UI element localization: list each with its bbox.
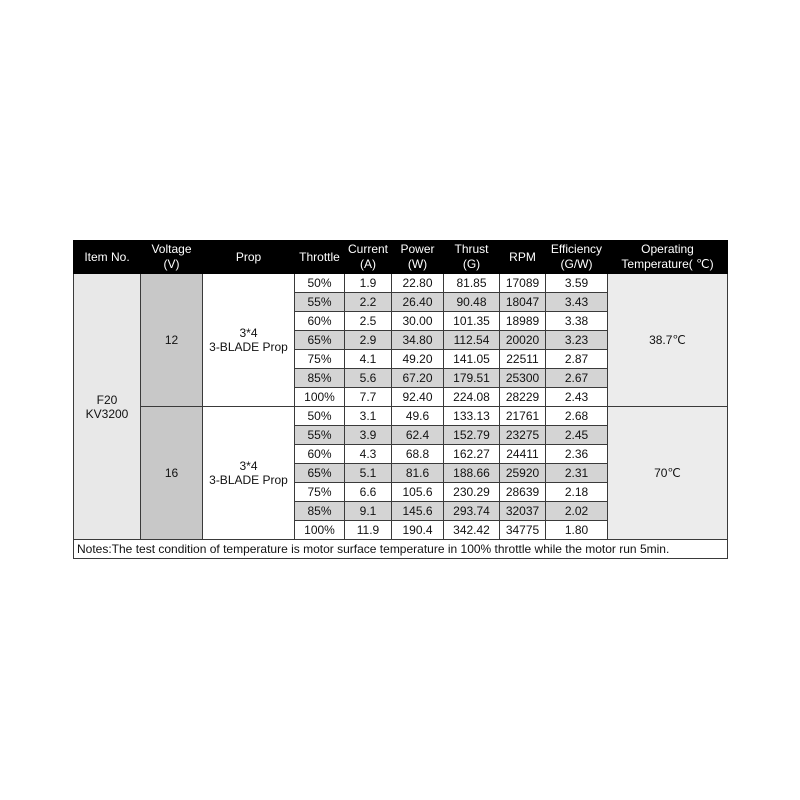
- thrust-cell: 162.27: [444, 445, 500, 464]
- thrust-cell: 224.08: [444, 388, 500, 407]
- throttle-cell: 50%: [295, 407, 345, 426]
- thrust-cell: 342.42: [444, 521, 500, 540]
- rpm-cell: 20020: [500, 331, 546, 350]
- thrust-cell: 81.85: [444, 274, 500, 293]
- current-cell: 3.9: [345, 426, 392, 445]
- current-cell: 9.1: [345, 502, 392, 521]
- current-cell: 2.2: [345, 293, 392, 312]
- rpm-cell: 28639: [500, 483, 546, 502]
- efficiency-cell: 2.87: [546, 350, 608, 369]
- operating-temperature-cell: 70℃: [608, 407, 728, 540]
- thrust-cell: 230.29: [444, 483, 500, 502]
- header-throttle-line: Throttle: [299, 249, 340, 264]
- power-cell: 81.6: [392, 464, 444, 483]
- throttle-cell: 100%: [295, 521, 345, 540]
- current-cell: 5.1: [345, 464, 392, 483]
- table-row: [74, 274, 728, 293]
- current-cell: 7.7: [345, 388, 392, 407]
- current-cell: 2.9: [345, 331, 392, 350]
- throttle-cell: 75%: [295, 350, 345, 369]
- current-cell: 2.5: [345, 312, 392, 331]
- header-power: [392, 241, 444, 274]
- efficiency-cell: 2.43: [546, 388, 608, 407]
- throttle-cell: 60%: [295, 312, 345, 331]
- throttle-cell: 100%: [295, 388, 345, 407]
- rpm-cell: 28229: [500, 388, 546, 407]
- header-power-line: Power: [400, 242, 435, 256]
- efficiency-cell: 2.67: [546, 369, 608, 388]
- throttle-cell: 85%: [295, 502, 345, 521]
- thrust-cell: 133.13: [444, 407, 500, 426]
- header-current-line: Current: [347, 242, 388, 256]
- thrust-cell: 90.48: [444, 293, 500, 312]
- rpm-cell: 34775: [500, 521, 546, 540]
- header-voltage-line: (V): [163, 257, 180, 271]
- rpm-cell: 25300: [500, 369, 546, 388]
- power-cell: 145.6: [392, 502, 444, 521]
- header-item-no: [74, 241, 141, 274]
- efficiency-cell: 3.23: [546, 331, 608, 350]
- power-cell: 92.40: [392, 388, 444, 407]
- item-no-cell: [74, 274, 141, 540]
- current-cell: 5.6: [345, 369, 392, 388]
- efficiency-cell: 3.43: [546, 293, 608, 312]
- rpm-cell: 18989: [500, 312, 546, 331]
- notes-row: [74, 540, 728, 559]
- rpm-cell: 32037: [500, 502, 546, 521]
- efficiency-cell: 2.18: [546, 483, 608, 502]
- throttle-cell: 60%: [295, 445, 345, 464]
- power-cell: 30.00: [392, 312, 444, 331]
- throttle-cell: 65%: [295, 331, 345, 350]
- operating-temperature-cell: 38.7℃: [608, 274, 728, 407]
- efficiency-cell: 2.02: [546, 502, 608, 521]
- throttle-cell: 55%: [295, 426, 345, 445]
- current-cell: 1.9: [345, 274, 392, 293]
- voltage-cell: 16: [141, 407, 203, 540]
- header-operating-temperature: [608, 241, 728, 274]
- thrust-cell: 152.79: [444, 426, 500, 445]
- prop-cell-line: 3*4: [239, 326, 258, 340]
- rpm-cell: 18047: [500, 293, 546, 312]
- prop-cell-line: 3-BLADE Prop: [209, 473, 288, 487]
- power-cell: 26.40: [392, 293, 444, 312]
- efficiency-cell: 2.68: [546, 407, 608, 426]
- table-body: [74, 274, 728, 559]
- prop-cell: [203, 274, 295, 407]
- voltage-cell: 12: [141, 274, 203, 407]
- thrust-cell: 101.35: [444, 312, 500, 331]
- header-efficiency-line: (G/W): [560, 257, 593, 271]
- current-cell: 6.6: [345, 483, 392, 502]
- rpm-cell: 22511: [500, 350, 546, 369]
- header-thrust-line: (G): [462, 257, 481, 271]
- power-cell: 49.20: [392, 350, 444, 369]
- rpm-cell: 23275: [500, 426, 546, 445]
- throttle-cell: 85%: [295, 369, 345, 388]
- header-voltage: [141, 241, 203, 274]
- header-rpm: [500, 241, 546, 274]
- header-operating-temperature-line: Operating: [641, 242, 694, 256]
- header-prop: [203, 241, 295, 274]
- header-power-line: (W): [407, 257, 428, 271]
- header-current: [345, 241, 392, 274]
- thrust-cell: 112.54: [444, 331, 500, 350]
- power-cell: 62.4: [392, 426, 444, 445]
- header-current-line: (A): [360, 257, 376, 271]
- table-header-row: [74, 241, 728, 274]
- header-item-no-line: Item No.: [84, 249, 130, 264]
- header-operating-temperature-line: Temperature( ℃): [621, 257, 714, 271]
- header-prop-line: Prop: [235, 249, 262, 264]
- power-cell: 190.4: [392, 521, 444, 540]
- rpm-cell: 21761: [500, 407, 546, 426]
- efficiency-cell: 3.38: [546, 312, 608, 331]
- header-throttle: [295, 241, 345, 274]
- power-cell: 34.80: [392, 331, 444, 350]
- thrust-cell: 141.05: [444, 350, 500, 369]
- header-rpm-line: RPM: [509, 249, 536, 264]
- header-thrust-line: Thrust: [454, 242, 489, 256]
- current-cell: 3.1: [345, 407, 392, 426]
- current-cell: 4.1: [345, 350, 392, 369]
- prop-cell-line: 3-BLADE Prop: [209, 340, 288, 354]
- efficiency-cell: 1.80: [546, 521, 608, 540]
- current-cell: 11.9: [345, 521, 392, 540]
- rpm-cell: 25920: [500, 464, 546, 483]
- item-no-cell-line: KV3200: [85, 406, 129, 421]
- motor-test-data-table: [73, 240, 728, 559]
- power-cell: 68.8: [392, 445, 444, 464]
- notes-text: Notes:The test condition of temperature is motor surface temperature in 100% throttle while the motor run 5min.: [74, 540, 728, 559]
- prop-cell-line: 3*4: [239, 459, 258, 473]
- thrust-cell: 179.51: [444, 369, 500, 388]
- efficiency-cell: 2.36: [546, 445, 608, 464]
- thrust-cell: 293.74: [444, 502, 500, 521]
- efficiency-cell: 2.45: [546, 426, 608, 445]
- table-row: [74, 407, 728, 426]
- power-cell: 22.80: [392, 274, 444, 293]
- power-cell: 105.6: [392, 483, 444, 502]
- throttle-cell: 55%: [295, 293, 345, 312]
- thrust-cell: 188.66: [444, 464, 500, 483]
- header-efficiency: [546, 241, 608, 274]
- rpm-cell: 17089: [500, 274, 546, 293]
- header-thrust: [444, 241, 500, 274]
- item-no-cell-line: F20: [96, 392, 118, 407]
- header-efficiency-line: Efficiency: [550, 242, 603, 256]
- prop-cell: [203, 407, 295, 540]
- power-cell: 67.20: [392, 369, 444, 388]
- header-voltage-line: Voltage: [151, 242, 192, 256]
- throttle-cell: 65%: [295, 464, 345, 483]
- rpm-cell: 24411: [500, 445, 546, 464]
- throttle-cell: 50%: [295, 274, 345, 293]
- current-cell: 4.3: [345, 445, 392, 464]
- power-cell: 49.6: [392, 407, 444, 426]
- efficiency-cell: 3.59: [546, 274, 608, 293]
- throttle-cell: 75%: [295, 483, 345, 502]
- efficiency-cell: 2.31: [546, 464, 608, 483]
